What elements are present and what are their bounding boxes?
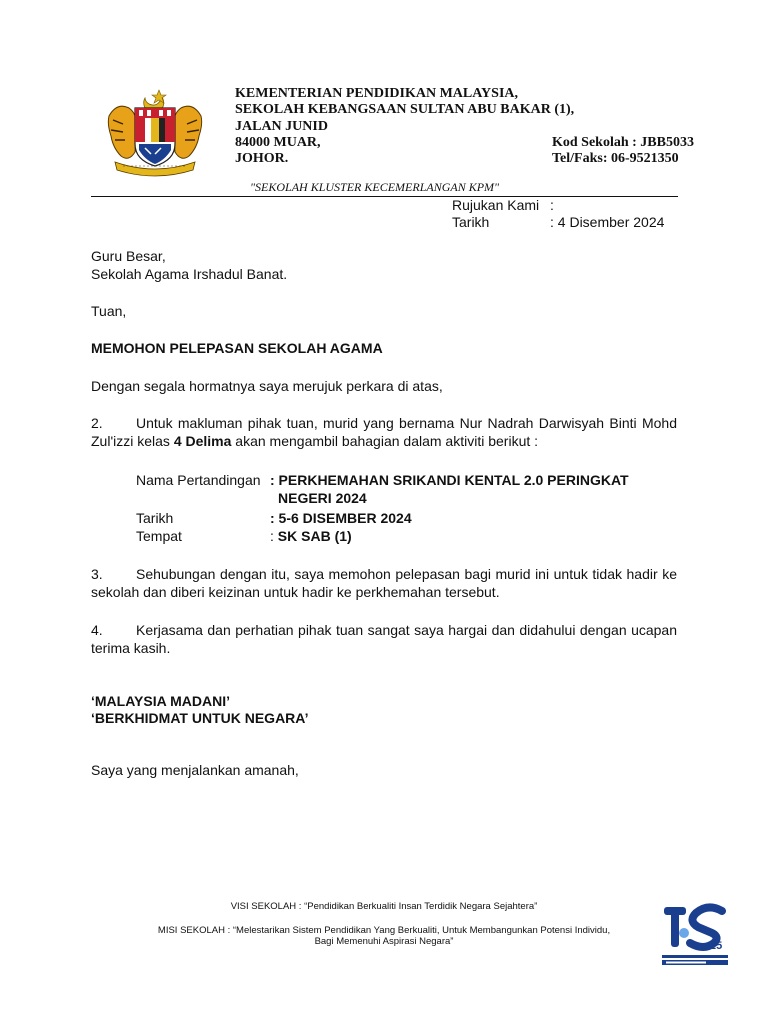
school-motto: "SEKOLAH KLUSTER KECEMERLANGAN KPM"	[250, 180, 500, 194]
ref-value: :	[550, 197, 554, 213]
paragraph-2-number: 2.	[91, 415, 103, 431]
event-name-value: : PERKHEMAHAN SRIKANDI KENTAL 2.0 PERINGKAT	[270, 472, 629, 488]
paragraph-3-number: 3.	[91, 566, 103, 582]
slogan-madani: ‘MALAYSIA MADANI’	[91, 693, 230, 709]
address-postcode: 84000 MUAR,	[235, 135, 321, 150]
date-label: Tarikh	[452, 214, 490, 230]
paragraph-4-number: 4.	[91, 622, 103, 638]
letter-subject: MEMOHON PELEPASAN SEKOLAH AGAMA	[91, 340, 383, 356]
paragraph-2-text-a: Untuk makluman pihak tuan, murid yang bernama Nur Nadrah Darwisyah Binti Mohd Zul'izzi kelas	[91, 415, 677, 449]
date-value: : 4 Disember 2024	[550, 214, 665, 230]
event-date-label: Tarikh	[136, 510, 174, 526]
closing-line: Saya yang menjalankan amanah,	[91, 762, 299, 778]
coat-of-arms-icon	[101, 86, 209, 178]
address-state: JOHOR.	[235, 151, 289, 166]
event-name-value-cont: NEGERI 2024	[278, 490, 367, 506]
school-mission-2: Bagi Memenuhi Aspirasi Negara”	[314, 936, 454, 947]
paragraph-2-text-b: akan mengambil bahagian dalam aktiviti berikut :	[231, 433, 539, 449]
tel-fax: Tel/Faks: 06-9521350	[552, 151, 679, 166]
recipient-title: Guru Besar,	[91, 248, 166, 264]
school-mission-1: MISI SEKOLAH : “Melestarikan Sistem Pendidikan Yang Berkualiti, Untuk Membangunkan Potensi Individu,	[157, 925, 611, 936]
student-class: 4 Delima	[173, 433, 232, 449]
recipient-school: Sekolah Agama Irshadul Banat.	[91, 266, 288, 282]
slogan-berkhidmat: ‘BERKHIDMAT UNTUK NEGARA’	[91, 710, 309, 726]
school-name: SEKOLAH KEBANGSAAN SULTAN ABU BAKAR (1),	[235, 102, 575, 117]
ts25-logo-icon	[660, 903, 730, 969]
paragraph-3	[91, 565, 677, 601]
opening-line: Dengan segala hormatnya saya merujuk perkara di atas,	[91, 378, 443, 394]
event-venue-value	[270, 527, 352, 545]
event-date-value: : 5-6 DISEMBER 2024	[270, 510, 412, 526]
salutation: Tuan,	[91, 303, 127, 319]
paragraph-2	[91, 414, 677, 450]
paragraph-4-text: Kerjasama dan perhatian pihak tuan sangat saya hargai dan didahului dengan ucapan terima kasih.	[91, 622, 677, 656]
paragraph-3-text: Sehubungan dengan itu, saya memohon pelepasan bagi murid ini untuk tidak hadir ke sekolah dan diberi keizinan untuk hadir ke perkhemahan tersebut.	[91, 566, 677, 600]
svg-text:25: 25	[710, 940, 723, 952]
event-venue-colon: :	[270, 528, 274, 544]
paragraph-4	[91, 621, 677, 657]
school-code: Kod Sekolah : JBB5033	[552, 135, 694, 150]
event-venue-text: SK SAB (1)	[273, 528, 352, 544]
ministry-name: KEMENTERIAN PENDIDIKAN MALAYSIA,	[235, 86, 519, 101]
school-vision: VISI SEKOLAH : “Pendidikan Berkualiti Insan Terdidik Negara Sejahtera”	[230, 901, 538, 912]
address-street: JALAN JUNID	[235, 119, 328, 134]
event-name-label: Nama Pertandingan	[136, 472, 261, 488]
ref-label: Rujukan Kami	[452, 197, 540, 213]
header-divider	[91, 196, 678, 197]
event-venue-label: Tempat	[136, 528, 182, 544]
